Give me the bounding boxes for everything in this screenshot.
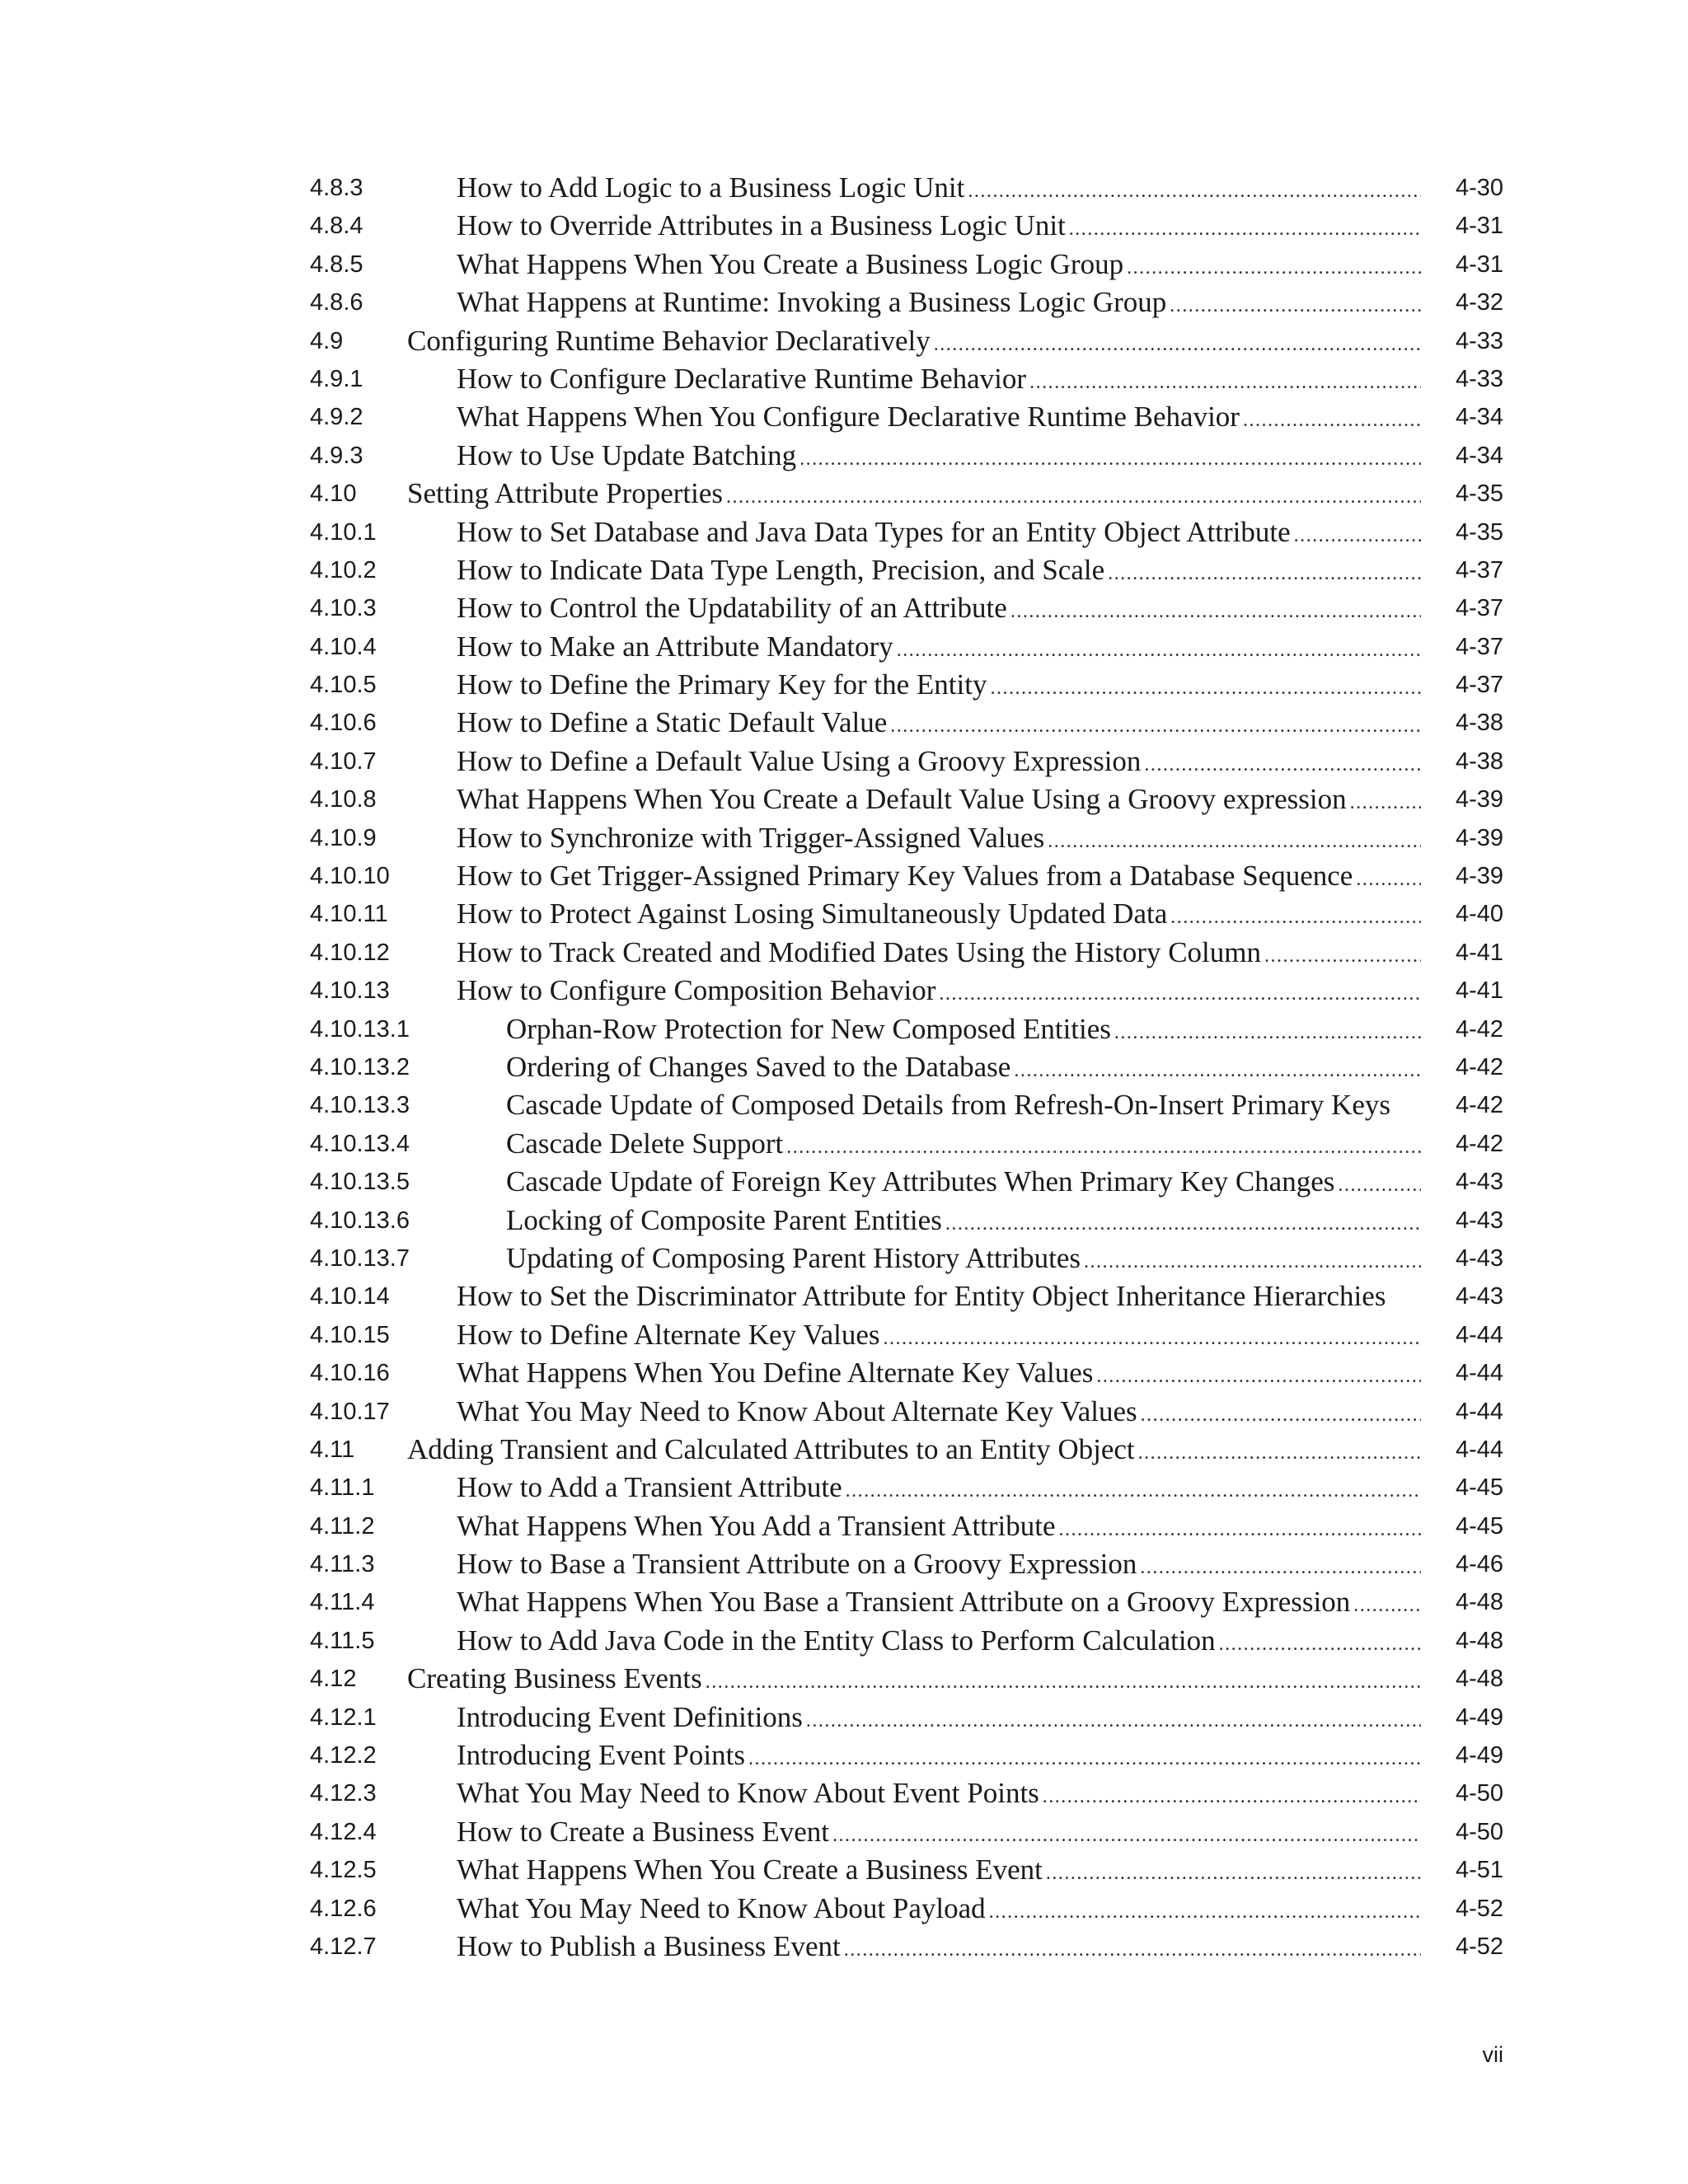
dot-leader	[1144, 747, 1421, 780]
toc-entry-title-group	[457, 552, 1421, 588]
dot-leader	[939, 976, 1421, 1009]
toc-entry-title[interactable]: How to Configure Composition Behavior	[457, 974, 936, 1007]
toc-entry-title-group	[457, 1508, 1421, 1544]
toc-entry-number: 4.11	[310, 1436, 355, 1463]
toc-entry-page[interactable]: 4-44	[1455, 1360, 1503, 1387]
toc-entry-title[interactable]: Cascade Update of Foreign Key Attributes When Primary Key Changes	[506, 1165, 1335, 1198]
toc-entry-page[interactable]: 4-42	[1455, 1015, 1503, 1043]
toc-entry-number: 4.10.4	[310, 633, 377, 660]
toc-entry[interactable]	[0, 896, 1688, 934]
toc-entry-title-group	[457, 1623, 1421, 1659]
toc-entry-title[interactable]: What Happens at Runtime: Invoking a Business Logic Group	[457, 286, 1167, 319]
toc-entry-page[interactable]: 4-50	[1455, 1780, 1503, 1807]
toc-entry-title[interactable]: How to Define a Default Value Using a Groovy Expression	[457, 744, 1142, 777]
toc-entry-title[interactable]: How to Indicate Data Type Length, Precision, and Scale	[457, 553, 1105, 586]
toc-entry[interactable]	[0, 1394, 1688, 1432]
toc-entry[interactable]	[0, 208, 1688, 246]
toc-entry[interactable]	[0, 1929, 1688, 1966]
toc-entry-title[interactable]: How to Control the Updatability of an Attribute	[457, 592, 1007, 625]
toc-entry-title[interactable]: What Happens When You Base a Transient Attribute on a Groovy Expression	[457, 1586, 1351, 1619]
toc-entry[interactable]	[0, 284, 1688, 322]
toc-entry-title-group	[506, 1011, 1421, 1047]
dot-leader	[1219, 1626, 1421, 1659]
toc-entry-number: 4.10.6	[310, 710, 377, 737]
toc-entry-page[interactable]: 4-48	[1455, 1627, 1503, 1654]
toc-entry-number: 4.10.13.4	[310, 1130, 410, 1157]
toc-entry-page[interactable]: 4-37	[1455, 595, 1503, 622]
dot-leader	[1350, 785, 1421, 818]
toc-entry-page[interactable]: 4-39	[1455, 824, 1503, 851]
toc-entry[interactable]	[0, 323, 1688, 361]
dot-leader	[706, 1664, 1421, 1697]
toc-entry-title-group	[506, 1126, 1421, 1162]
toc-entry-title[interactable]: How to Set Database and Java Data Types for an Entity Object Attribute	[457, 515, 1291, 548]
dot-leader	[1127, 250, 1421, 283]
dot-leader	[968, 173, 1421, 206]
toc-entry-title-group	[407, 1432, 1421, 1468]
dot-leader	[1059, 1511, 1421, 1544]
toc-entry[interactable]	[0, 1355, 1688, 1393]
toc-entry-number: 4.10.9	[310, 824, 377, 851]
toc-entry-title[interactable]: How to Synchronize with Trigger-Assigned Values	[457, 821, 1045, 854]
toc-entry[interactable]	[0, 1508, 1688, 1546]
toc-entry-page[interactable]: 4-49	[1455, 1742, 1503, 1769]
toc-entry-title-group	[457, 208, 1421, 244]
toc-entry-title[interactable]: How to Create a Business Event	[457, 1815, 829, 1848]
toc-entry[interactable]	[0, 514, 1688, 552]
toc-entry-title[interactable]: How to Add Java Code in the Entity Class to Perform Calculation	[457, 1624, 1216, 1657]
toc-entry[interactable]	[0, 1737, 1688, 1775]
toc-entry[interactable]	[0, 1623, 1688, 1661]
dot-leader	[846, 1473, 1421, 1506]
toc-entry-page[interactable]: 4-43	[1455, 1244, 1503, 1272]
toc-entry-page[interactable]: 4-35	[1455, 480, 1503, 508]
toc-entry-title-group	[457, 1814, 1421, 1850]
toc-entry-title-group	[457, 896, 1421, 932]
toc-entry[interactable]	[0, 1775, 1688, 1813]
toc-entry-title[interactable]: What Happens When You Create a Business Event	[457, 1854, 1043, 1886]
toc-entry-title[interactable]: How to Define the Primary Key for the Entity	[457, 668, 987, 701]
dot-leader	[1043, 1779, 1421, 1811]
toc-entry-title-group	[506, 1049, 1421, 1085]
toc-entry[interactable]	[0, 1126, 1688, 1164]
toc-entry-title[interactable]: Locking of Composite Parent Entities	[506, 1203, 942, 1236]
toc-entry[interactable]	[0, 1584, 1688, 1622]
toc-entry-title[interactable]: How to Set the Discriminator Attribute for Entity Object Inheritance Hierarchies	[457, 1280, 1386, 1313]
toc-entry-title[interactable]: How to Define Alternate Key Values	[457, 1318, 880, 1351]
toc-entry-title[interactable]: How to Base a Transient Attribute on a Groovy Expression	[457, 1548, 1137, 1581]
toc-entry-title-group	[407, 476, 1421, 512]
dot-leader	[1029, 364, 1421, 397]
toc-entry[interactable]	[0, 781, 1688, 819]
toc-entry-title-group	[457, 1891, 1421, 1927]
toc-entry-title-group	[457, 629, 1421, 665]
toc-entry-page[interactable]: 4-35	[1455, 518, 1503, 546]
toc-entry-title[interactable]: How to Make an Attribute Mandatory	[457, 630, 893, 663]
toc-entry-title-group	[457, 170, 1421, 206]
toc-entry-page[interactable]: 4-42	[1455, 1130, 1503, 1157]
toc-entry-title-group	[457, 514, 1421, 551]
toc-entry-title-group	[457, 1737, 1421, 1774]
page-folio: vii	[1482, 2042, 1503, 2067]
toc-entry-page[interactable]: 4-37	[1455, 633, 1503, 660]
toc-entry-title-group	[506, 1202, 1421, 1239]
toc-entry-title-group	[407, 323, 1421, 359]
toc-entry-page[interactable]: 4-34	[1455, 404, 1503, 431]
toc-entry-number: 4.10.11	[310, 901, 388, 928]
toc-entry-title-group	[457, 1546, 1421, 1582]
toc-entry-number: 4.8.4	[310, 213, 363, 240]
toc-entry-number: 4.9.2	[310, 404, 363, 431]
toc-entry-page[interactable]: 4-52	[1455, 1933, 1503, 1960]
toc-entry-title[interactable]: Setting Attribute Properties	[407, 477, 724, 510]
toc-entry-number: 4.10.13.1	[310, 1015, 410, 1043]
toc-entry-title[interactable]: How to Get Trigger-Assigned Primary Key Values from a Database Sequence	[457, 860, 1353, 893]
toc-entry-title[interactable]: Creating Business Events	[407, 1662, 702, 1695]
toc-entry-page[interactable]: 4-44	[1455, 1436, 1503, 1463]
toc-entry-number: 4.8.5	[310, 251, 363, 278]
dot-leader	[1010, 593, 1421, 626]
dot-leader	[1046, 1855, 1421, 1888]
toc-entry-page[interactable]: 4-38	[1455, 748, 1503, 775]
toc-entry-title-group	[457, 1355, 1421, 1391]
toc-entry-page[interactable]: 4-42	[1455, 1092, 1503, 1119]
toc-entry-title-group	[457, 361, 1421, 397]
toc-entry-number: 4.12.2	[310, 1742, 377, 1769]
toc-entry-page[interactable]: 4-42	[1455, 1053, 1503, 1080]
dot-leader	[1069, 211, 1421, 244]
dot-leader	[1264, 938, 1421, 971]
dot-leader	[1243, 402, 1421, 435]
toc-entry-page[interactable]: 4-44	[1455, 1398, 1503, 1425]
toc-entry-title[interactable]: Adding Transient and Calculated Attributes to an Entity Object	[407, 1432, 1135, 1465]
toc-entry[interactable]	[0, 1164, 1688, 1202]
toc-entry[interactable]	[0, 820, 1688, 858]
toc-entry-page[interactable]: 4-40	[1455, 901, 1503, 928]
toc-entry[interactable]	[0, 438, 1688, 476]
toc-entry-title-group	[407, 1661, 1421, 1697]
dot-leader	[1141, 1397, 1421, 1430]
toc-entry-number: 4.10.12	[310, 939, 390, 966]
toc-entry-number: 4.10.13.7	[310, 1244, 410, 1272]
toc-entry[interactable]	[0, 743, 1688, 781]
toc-entry-title[interactable]: How to Override Attributes in a Business Logic Unit	[457, 209, 1066, 242]
toc-entry-number: 4.10.13.3	[310, 1092, 410, 1119]
toc-entry[interactable]	[0, 972, 1688, 1010]
toc-entry[interactable]	[0, 552, 1688, 590]
toc-entry[interactable]	[0, 1240, 1688, 1278]
toc-entry-title[interactable]: Configuring Runtime Behavior Declaratively	[407, 324, 931, 357]
dot-leader	[890, 708, 1421, 741]
toc-entry[interactable]	[0, 590, 1688, 628]
dot-leader	[934, 326, 1421, 359]
toc-entry-page[interactable]: 4-37	[1455, 556, 1503, 583]
toc-entry-number: 4.12.4	[310, 1818, 377, 1845]
toc-entry-title-group	[457, 1775, 1421, 1811]
dot-leader	[1170, 899, 1421, 932]
toc-entry-number: 4.10.16	[310, 1360, 390, 1387]
toc-entry-page[interactable]: 4-43	[1455, 1169, 1503, 1196]
toc-entry-page[interactable]: 4-33	[1455, 365, 1503, 392]
toc-entry-page[interactable]: 4-31	[1455, 213, 1503, 240]
dot-leader	[897, 632, 1421, 665]
toc-entry-title[interactable]: Cascade Update of Composed Details from Refresh-On-Insert Primary Keys	[506, 1089, 1391, 1122]
toc-entry-title-group	[457, 1584, 1421, 1620]
dot-leader	[1048, 823, 1421, 856]
toc-entry-title[interactable]: How to Add Logic to a Business Logic Unit	[457, 171, 965, 204]
dot-leader	[1294, 518, 1421, 551]
toc-entry-page[interactable]: 4-43	[1455, 1207, 1503, 1234]
toc-entry-page[interactable]: 4-48	[1455, 1589, 1503, 1616]
toc-entry[interactable]	[0, 1814, 1688, 1852]
dot-leader	[1338, 1167, 1421, 1200]
toc-entry-page[interactable]: 4-41	[1455, 939, 1503, 966]
toc-entry-number: 4.10.3	[310, 595, 377, 622]
toc-entry-title-group	[457, 399, 1421, 435]
toc-entry[interactable]	[0, 246, 1688, 284]
dot-leader	[844, 1932, 1421, 1965]
toc-entry-title-group	[457, 1469, 1421, 1506]
toc-entry-number: 4.12.3	[310, 1780, 377, 1807]
dot-leader	[832, 1817, 1421, 1850]
toc-entry[interactable]	[0, 1661, 1688, 1699]
toc-entry-number: 4.8.6	[310, 289, 363, 316]
toc-entry-title-group	[457, 858, 1421, 894]
toc-entry[interactable]	[0, 858, 1688, 896]
toc-entry-title[interactable]: What Happens When You Configure Declarative Runtime Behavior	[457, 401, 1240, 434]
dot-leader	[726, 479, 1421, 512]
toc-entry[interactable]	[0, 170, 1688, 208]
toc-entry-number: 4.12.5	[310, 1857, 377, 1884]
toc-entry-page[interactable]: 4-51	[1455, 1857, 1503, 1884]
toc-entry-page[interactable]: 4-33	[1455, 327, 1503, 354]
toc-entry-number: 4.10.7	[310, 748, 377, 775]
toc-entry-title[interactable]: How to Protect Against Losing Simultaneously Updated Data	[457, 898, 1168, 930]
toc-entry-number: 4.8.3	[310, 175, 363, 201]
toc-entry[interactable]	[0, 1469, 1688, 1507]
toc-entry-title-group	[457, 1394, 1421, 1430]
toc-entry-page[interactable]: 4-45	[1455, 1512, 1503, 1540]
toc-entry-number: 4.10.2	[310, 556, 377, 583]
toc-entry-title-group	[457, 781, 1421, 818]
toc-entry-title[interactable]: How to Define a Static Default Value	[457, 706, 888, 739]
toc-entry-title-group	[506, 1164, 1421, 1200]
toc-entry-page[interactable]: 4-30	[1455, 175, 1503, 201]
toc-entry-page[interactable]: 4-44	[1455, 1321, 1503, 1348]
toc-entry-title[interactable]: What You May Need to Know About Payload	[457, 1891, 986, 1924]
toc-entry-number: 4.10.14	[310, 1283, 390, 1310]
toc-entry-title[interactable]: Updating of Composing Parent History Attributes	[506, 1241, 1081, 1274]
toc-entry-title[interactable]: What Happens When You Add a Transient Attribute	[457, 1509, 1056, 1542]
toc-entry-page[interactable]: 4-48	[1455, 1666, 1503, 1693]
dot-leader	[1138, 1435, 1421, 1468]
toc-entry-page[interactable]: 4-46	[1455, 1551, 1503, 1578]
toc-entry[interactable]	[0, 361, 1688, 399]
toc-entry[interactable]	[0, 1699, 1688, 1737]
toc-entry-title-group	[457, 1278, 1421, 1315]
toc-entry-number: 4.10.13.6	[310, 1207, 410, 1234]
toc-entry-number: 4.12	[310, 1666, 357, 1693]
toc-entry-number: 4.9.1	[310, 365, 363, 392]
dot-leader	[1140, 1549, 1421, 1582]
toc-entry-number: 4.10.10	[310, 863, 390, 890]
toc-entry-page[interactable]: 4-52	[1455, 1895, 1503, 1922]
toc-entry-title[interactable]: Cascade Delete Support	[506, 1127, 784, 1160]
toc-entry-title[interactable]: What You May Need to Know About Event Points	[457, 1777, 1039, 1810]
toc-entry-number: 4.11.4	[310, 1589, 375, 1616]
toc-entry[interactable]	[0, 1011, 1688, 1049]
dot-leader	[1096, 1358, 1421, 1391]
toc-entry-title[interactable]: Introducing Event Definitions	[457, 1700, 803, 1733]
toc-entry[interactable]	[0, 1317, 1688, 1355]
toc-entry-number: 4.11.5	[310, 1627, 375, 1654]
toc-entry-title-group	[457, 246, 1421, 283]
toc-entry-title-group	[457, 438, 1421, 474]
toc-entry-title-group	[457, 667, 1421, 703]
toc-entry-number: 4.12.7	[310, 1933, 377, 1960]
toc-entry-number: 4.10.13.5	[310, 1169, 410, 1196]
dot-leader	[945, 1206, 1421, 1239]
toc-entry-title-group	[457, 284, 1421, 321]
toc-entry-number: 4.9	[310, 327, 344, 354]
toc-entry-title-group	[457, 1317, 1421, 1353]
toc-entry-number: 4.10	[310, 480, 357, 508]
toc-entry-page[interactable]: 4-39	[1455, 786, 1503, 813]
toc-entry-title[interactable]: What Happens When You Create a Default Value Using a Groovy expression	[457, 783, 1347, 816]
dot-leader	[806, 1703, 1421, 1736]
toc-entry-title-group	[457, 1929, 1421, 1965]
dot-leader	[1353, 1587, 1421, 1620]
table-of-contents	[0, 170, 1688, 1966]
toc-entry-page[interactable]: 4-32	[1455, 289, 1503, 316]
toc-entry-page[interactable]: 4-43	[1455, 1283, 1503, 1310]
toc-entry-number: 4.10.13.2	[310, 1053, 410, 1080]
dot-leader	[1114, 1015, 1421, 1047]
toc-entry[interactable]	[0, 1278, 1688, 1316]
dot-leader	[1014, 1052, 1421, 1085]
toc-entry-title[interactable]: What You May Need to Know About Alternate Key Values	[457, 1394, 1137, 1427]
toc-entry-title[interactable]: How to Track Created and Modified Dates Using the History Column	[457, 935, 1262, 968]
dot-leader	[1170, 288, 1421, 321]
toc-entry-title[interactable]: How to Use Update Batching	[457, 438, 797, 471]
dot-leader	[989, 1894, 1421, 1927]
toc-entry-title-group	[457, 972, 1421, 1009]
toc-entry-number: 4.11.1	[310, 1474, 375, 1502]
dot-leader	[799, 441, 1421, 474]
toc-entry[interactable]	[0, 1432, 1688, 1469]
toc-entry[interactable]	[0, 476, 1688, 513]
toc-entry[interactable]	[0, 1049, 1688, 1087]
toc-entry[interactable]	[0, 1202, 1688, 1240]
toc-entry-page[interactable]: 4-50	[1455, 1818, 1503, 1845]
toc-entry-title-group	[506, 1087, 1421, 1123]
toc-entry-number: 4.11.3	[310, 1551, 375, 1578]
toc-entry[interactable]	[0, 1087, 1688, 1125]
toc-entry-page[interactable]: 4-45	[1455, 1474, 1503, 1502]
toc-entry-title-group	[457, 590, 1421, 626]
toc-entry[interactable]	[0, 629, 1688, 667]
toc-entry-number: 4.10.17	[310, 1398, 390, 1425]
toc-entry-number: 4.12.6	[310, 1895, 377, 1922]
toc-entry[interactable]	[0, 1852, 1688, 1890]
dot-leader	[786, 1129, 1421, 1162]
toc-entry-page[interactable]: 4-34	[1455, 442, 1503, 469]
toc-entry[interactable]	[0, 935, 1688, 972]
toc-entry-number: 4.10.8	[310, 786, 377, 813]
toc-entry-title-group	[457, 1852, 1421, 1888]
toc-entry-page[interactable]: 4-31	[1455, 251, 1503, 278]
toc-entry-title[interactable]: How to Publish a Business Event	[457, 1929, 841, 1962]
toc-entry-number: 4.10.1	[310, 518, 377, 546]
dot-leader	[748, 1741, 1421, 1774]
toc-entry-title[interactable]: How to Add a Transient Attribute	[457, 1471, 842, 1504]
toc-entry[interactable]	[0, 399, 1688, 437]
toc-entry-title[interactable]: Ordering of Changes Saved to the Database	[506, 1050, 1011, 1083]
toc-entry-number: 4.12.1	[310, 1704, 377, 1731]
dot-leader	[1108, 555, 1421, 588]
toc-entry-number: 4.9.3	[310, 442, 363, 469]
toc-entry-page[interactable]: 4-41	[1455, 977, 1503, 1005]
toc-entry-title[interactable]: Introducing Event Points	[457, 1739, 745, 1772]
toc-entry-title-group	[457, 820, 1421, 856]
toc-entry[interactable]	[0, 1546, 1688, 1584]
toc-entry-title[interactable]: What Happens When You Create a Business Logic Group	[457, 247, 1124, 280]
toc-entry-page[interactable]: 4-37	[1455, 672, 1503, 699]
toc-entry-title[interactable]: How to Configure Declarative Runtime Behavior	[457, 362, 1027, 395]
dot-leader	[884, 1320, 1421, 1353]
toc-entry-title[interactable]: Orphan-Row Protection for New Composed Entities	[506, 1012, 1111, 1045]
toc-entry[interactable]	[0, 667, 1688, 705]
toc-entry[interactable]	[0, 1891, 1688, 1929]
toc-entry-title-group	[457, 935, 1421, 971]
toc-entry-number: 4.10.15	[310, 1321, 390, 1348]
dot-leader	[1356, 861, 1421, 894]
toc-entry-title-group	[506, 1240, 1421, 1277]
toc-entry-page[interactable]: 4-38	[1455, 710, 1503, 737]
toc-entry-title-group	[457, 705, 1421, 741]
toc-entry-number: 4.10.13	[310, 977, 390, 1005]
toc-entry-number: 4.11.2	[310, 1512, 375, 1540]
toc-entry-page[interactable]: 4-39	[1455, 863, 1503, 890]
toc-entry-title-group	[457, 743, 1421, 780]
dot-leader	[990, 670, 1421, 703]
toc-entry[interactable]	[0, 705, 1688, 743]
toc-entry-number: 4.10.5	[310, 672, 377, 699]
toc-entry-page[interactable]: 4-49	[1455, 1704, 1503, 1731]
toc-entry-title[interactable]: What Happens When You Define Alternate Key Values	[457, 1357, 1094, 1390]
toc-entry-title-group	[457, 1699, 1421, 1736]
dot-leader	[1084, 1244, 1421, 1277]
